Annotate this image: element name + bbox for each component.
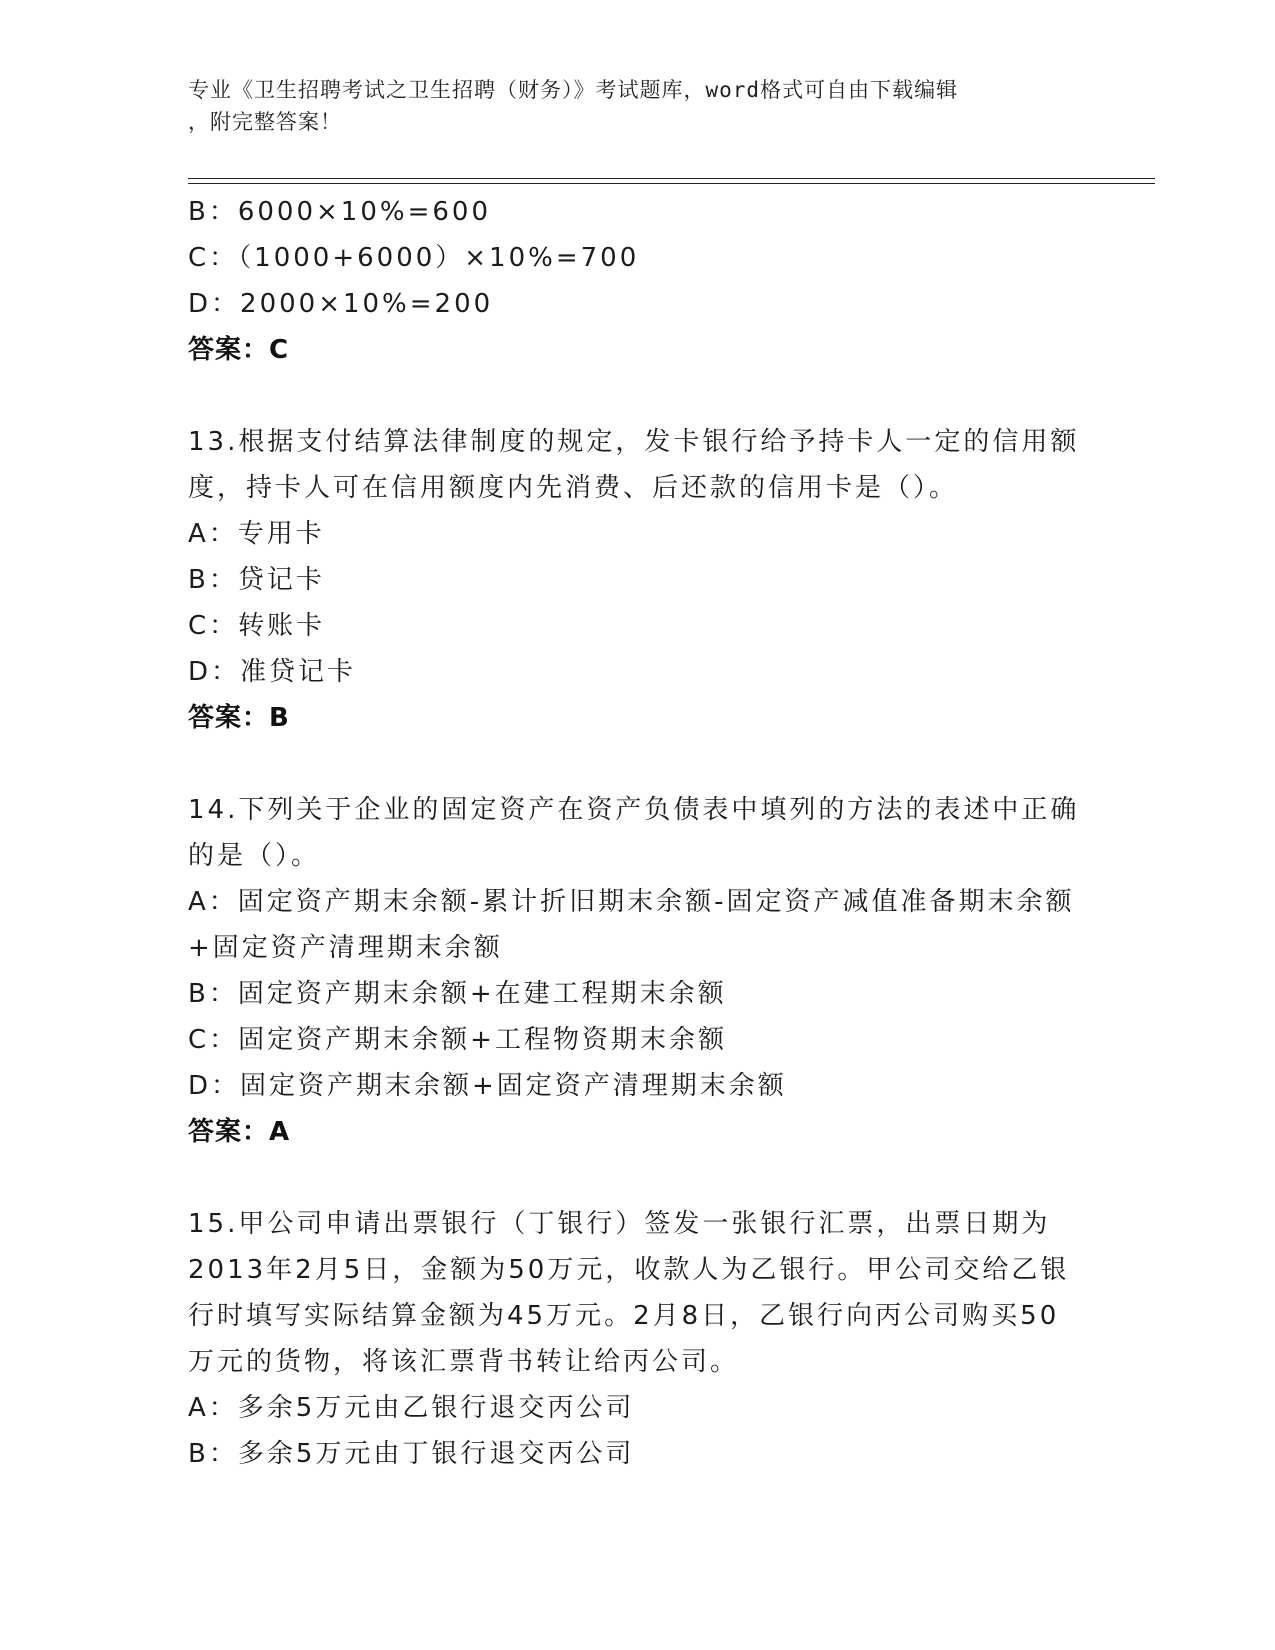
option-a: A：专用卡 (188, 519, 325, 549)
option-d: D：固定资产期末余额+固定资产清理期末余额 (188, 1071, 787, 1101)
question-15 (188, 1201, 1088, 1477)
spacer (188, 741, 1088, 787)
option-b: B：贷记卡 (188, 565, 325, 595)
option-c: C：（1000+6000）×10%=700 (188, 243, 640, 273)
option-d: D：准贷记卡 (188, 657, 357, 687)
question-13 (188, 419, 1088, 741)
question-stem: 13.根据支付结算法律制度的规定，发卡银行给予持卡人一定的信用额 (188, 427, 1080, 457)
answer: 答案：B (188, 703, 290, 733)
answer: 答案：C (188, 335, 290, 365)
option-b: B：固定资产期末余额+在建工程期末余额 (188, 979, 727, 1009)
question-stem: 14.下列关于企业的固定资产在资产负债表中填列的方法的表述中正确 (188, 795, 1080, 825)
question-stem: 15.甲公司申请出票银行（丁银行）签发一张银行汇票，出票日期为 (188, 1209, 1051, 1239)
question-stem: 度，持卡人可在信用额度内先消费、后还款的信用卡是（）。 (188, 473, 959, 503)
answer: 答案：A (188, 1117, 291, 1147)
option-a: A：多余5万元由乙银行退交丙公司 (188, 1393, 635, 1423)
spacer (188, 373, 1088, 419)
option-b: B：6000×10%=600 (188, 197, 491, 227)
question-stem: 2013年2月5日，金额为50万元，收款人为乙银行。甲公司交给乙银 (188, 1255, 1070, 1285)
option-c: C：固定资产期末余额+工程物资期末余额 (188, 1025, 727, 1055)
header-divider-bottom (188, 183, 1155, 184)
option-d: D：2000×10%=200 (188, 289, 494, 319)
header-divider-top (188, 178, 1155, 179)
question-14 (188, 787, 1088, 1155)
spacer (188, 1155, 1088, 1201)
question-12-tail (188, 189, 1088, 373)
header-line-2: ，附完整答案！ (188, 110, 342, 134)
question-stem: 万元的货物，将该汇票背书转让给丙公司。 (188, 1347, 740, 1377)
option-b: B：多余5万元由丁银行退交丙公司 (188, 1439, 635, 1469)
option-a-continued: +固定资产清理期末余额 (188, 933, 503, 963)
header-line-1: 专业《卫生招聘考试之卫生招聘（财务）》考试题库，word格式可自由下载编辑 (188, 78, 959, 102)
option-c: C：转账卡 (188, 611, 326, 641)
question-stem: 的是（）。 (188, 841, 321, 871)
page-header (188, 74, 1068, 138)
option-a: A：固定资产期末余额-累计折旧期末余额-固定资产减值准备期末余额 (188, 887, 1075, 917)
question-stem: 行时填写实际结算金额为45万元。2月8日，乙银行向丙公司购买50 (188, 1301, 1060, 1331)
document-body (188, 189, 1088, 1477)
